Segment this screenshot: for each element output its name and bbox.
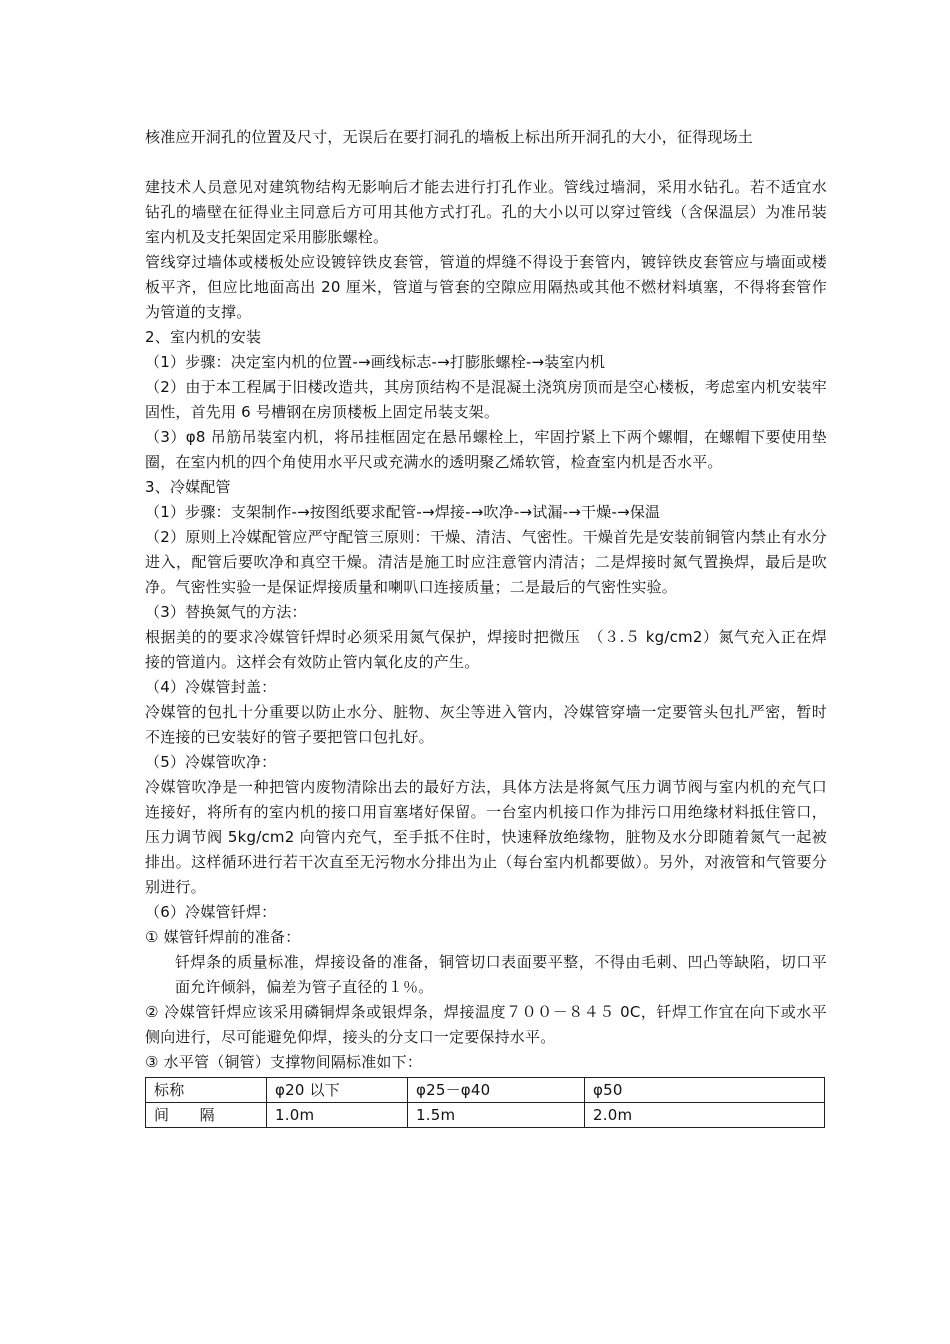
paragraph: （5）冷媒管吹净： (145, 753, 277, 771)
table-cell: φ20 以下 (267, 1078, 408, 1103)
paragraph: ② 冷媒管钎焊应该采用磷铜焊条或银焊条，焊接温度７００－８４５ 0C，钎焊工作宜在向下或水平侧向进行，尽可能避免仰焊，接头的分支口一定要保持水平。 (145, 1003, 827, 1046)
paragraph: 建技术人员意见对建筑物结构无影响后才能去进行打孔作业。管线过墙洞，采用水钻孔。若不适宜水钻孔的墙壁在征得业主同意后方可用其他方式打孔。孔的大小以可以穿过管线（含保温层）为准吊装室内机及支托架固定采用膨胀螺栓。 (145, 178, 827, 246)
paragraph-gap (145, 150, 827, 175)
table-cell: φ50 (585, 1078, 825, 1103)
paragraph: （4）冷媒管封盖： (145, 678, 277, 696)
paragraph: 核准应开洞孔的位置及尺寸，无误后在要打洞孔的墙板上标出所开洞孔的大小，征得现场土 (145, 128, 754, 146)
table-cell: 1.0m (267, 1103, 408, 1128)
paragraph: ① 媒管钎焊前的准备： (145, 928, 301, 946)
paragraph: （1）步骤：支架制作-→按图纸要求配管-→焊接-→吹净-→试漏-→干燥-→保温 (145, 503, 661, 521)
paragraph: 冷媒管的包扎十分重要以防止水分、脏物、灰尘等进入管内，冷媒管穿墙一定要管头包扎严密，暂时不连接的已安装好的管子要把管口包扎好。 (145, 703, 827, 746)
table-cell: 间 隔 (146, 1103, 267, 1128)
section-heading: 2、室内机的安装 (145, 328, 262, 346)
paragraph: 管线穿过墙体或楼板处应设镀锌铁皮套管，管道的焊缝不得设于套管内，镀锌铁皮套管应与墙面或楼板平齐，但应比地面高出 20 厘米，管道与管套的空隙应用隔热或其他不燃材料填塞，不得将套管作为管道的支撑。 (145, 253, 827, 321)
section-heading: 3、冷媒配管 (145, 478, 231, 496)
table-row (146, 1103, 825, 1128)
table-cell: φ25－φ40 (408, 1078, 585, 1103)
paragraph-indented: 钎焊条的质量标准，焊接设备的准备，铜管切口表面要平整，不得由毛刺、凹凸等缺陷，切口平面允许倾斜，偏差为管子直径的１％。 (175, 953, 827, 996)
table-cell: 2.0m (585, 1103, 825, 1128)
paragraph: （1）步骤：决定室内机的位置-→画线标志-→打膨胀螺栓-→装室内机 (145, 353, 606, 371)
paragraph: （3）φ8 吊筋吊装室内机，将吊挂框固定在悬吊螺栓上，牢固拧紧上下两个螺帽，在螺帽下要使用垫圈，在室内机的四个角使用水平尺或充满水的透明聚乙烯软管，检查室内机是否水平。 (145, 428, 827, 471)
paragraph: 根据美的的要求冷媒管钎焊时必须采用氮气保护，焊接时把微压 （３.５ kg/cm2）氮气充入正在焊接的管道内。这样会有效防止管内氧化皮的产生。 (145, 628, 827, 671)
paragraph: （2）原则上冷媒配管应严守配管三原则：干燥、清洁、气密性。干燥首先是安装前铜管内禁止有水分进入，配管后要吹净和真空干燥。清洁是施工时应注意管内清洁；二是焊接时氮气置换焊，最后是吹净。气密性实验一是保证焊接质量和喇叭口连接质量；二是最后的气密性实验。 (145, 528, 827, 596)
paragraph: ③ 水平管（铜管）支撑物间隔标准如下： (145, 1053, 423, 1071)
paragraph: （2）由于本工程属于旧楼改造共，其房顶结构不是混凝土浇筑房顶而是空心楼板，考虑室内机安装牢固性，首先用 6 号槽钢在房顶楼板上固定吊装支架。 (145, 378, 827, 421)
document-body (145, 125, 827, 1128)
table-header-row (146, 1078, 825, 1103)
paragraph: 冷媒管吹净是一种把管内废物清除出去的最好方法，具体方法是将氮气压力调节阀与室内机的充气口连接好，将所有的室内机的接口用盲塞堵好保留。一台室内机接口作为排污口用绝缘材料抵住管口，压力调节阀 5kg/cm2 向管内充气，至手抵不住时，快速释放绝缘物，脏物及水分即随着氮气一起被排出。这样循环进行若干次直至无污物水分排出为止（每台室内机都要做）。另外，对液管和气管要分别进行。 (145, 778, 827, 896)
paragraph: （3）替换氮气的方法： (145, 603, 307, 621)
support-spacing-table (145, 1077, 825, 1128)
paragraph: （6）冷媒管钎焊： (145, 903, 277, 921)
table-cell: 1.5m (408, 1103, 585, 1128)
table-cell: 标称 (146, 1078, 267, 1103)
